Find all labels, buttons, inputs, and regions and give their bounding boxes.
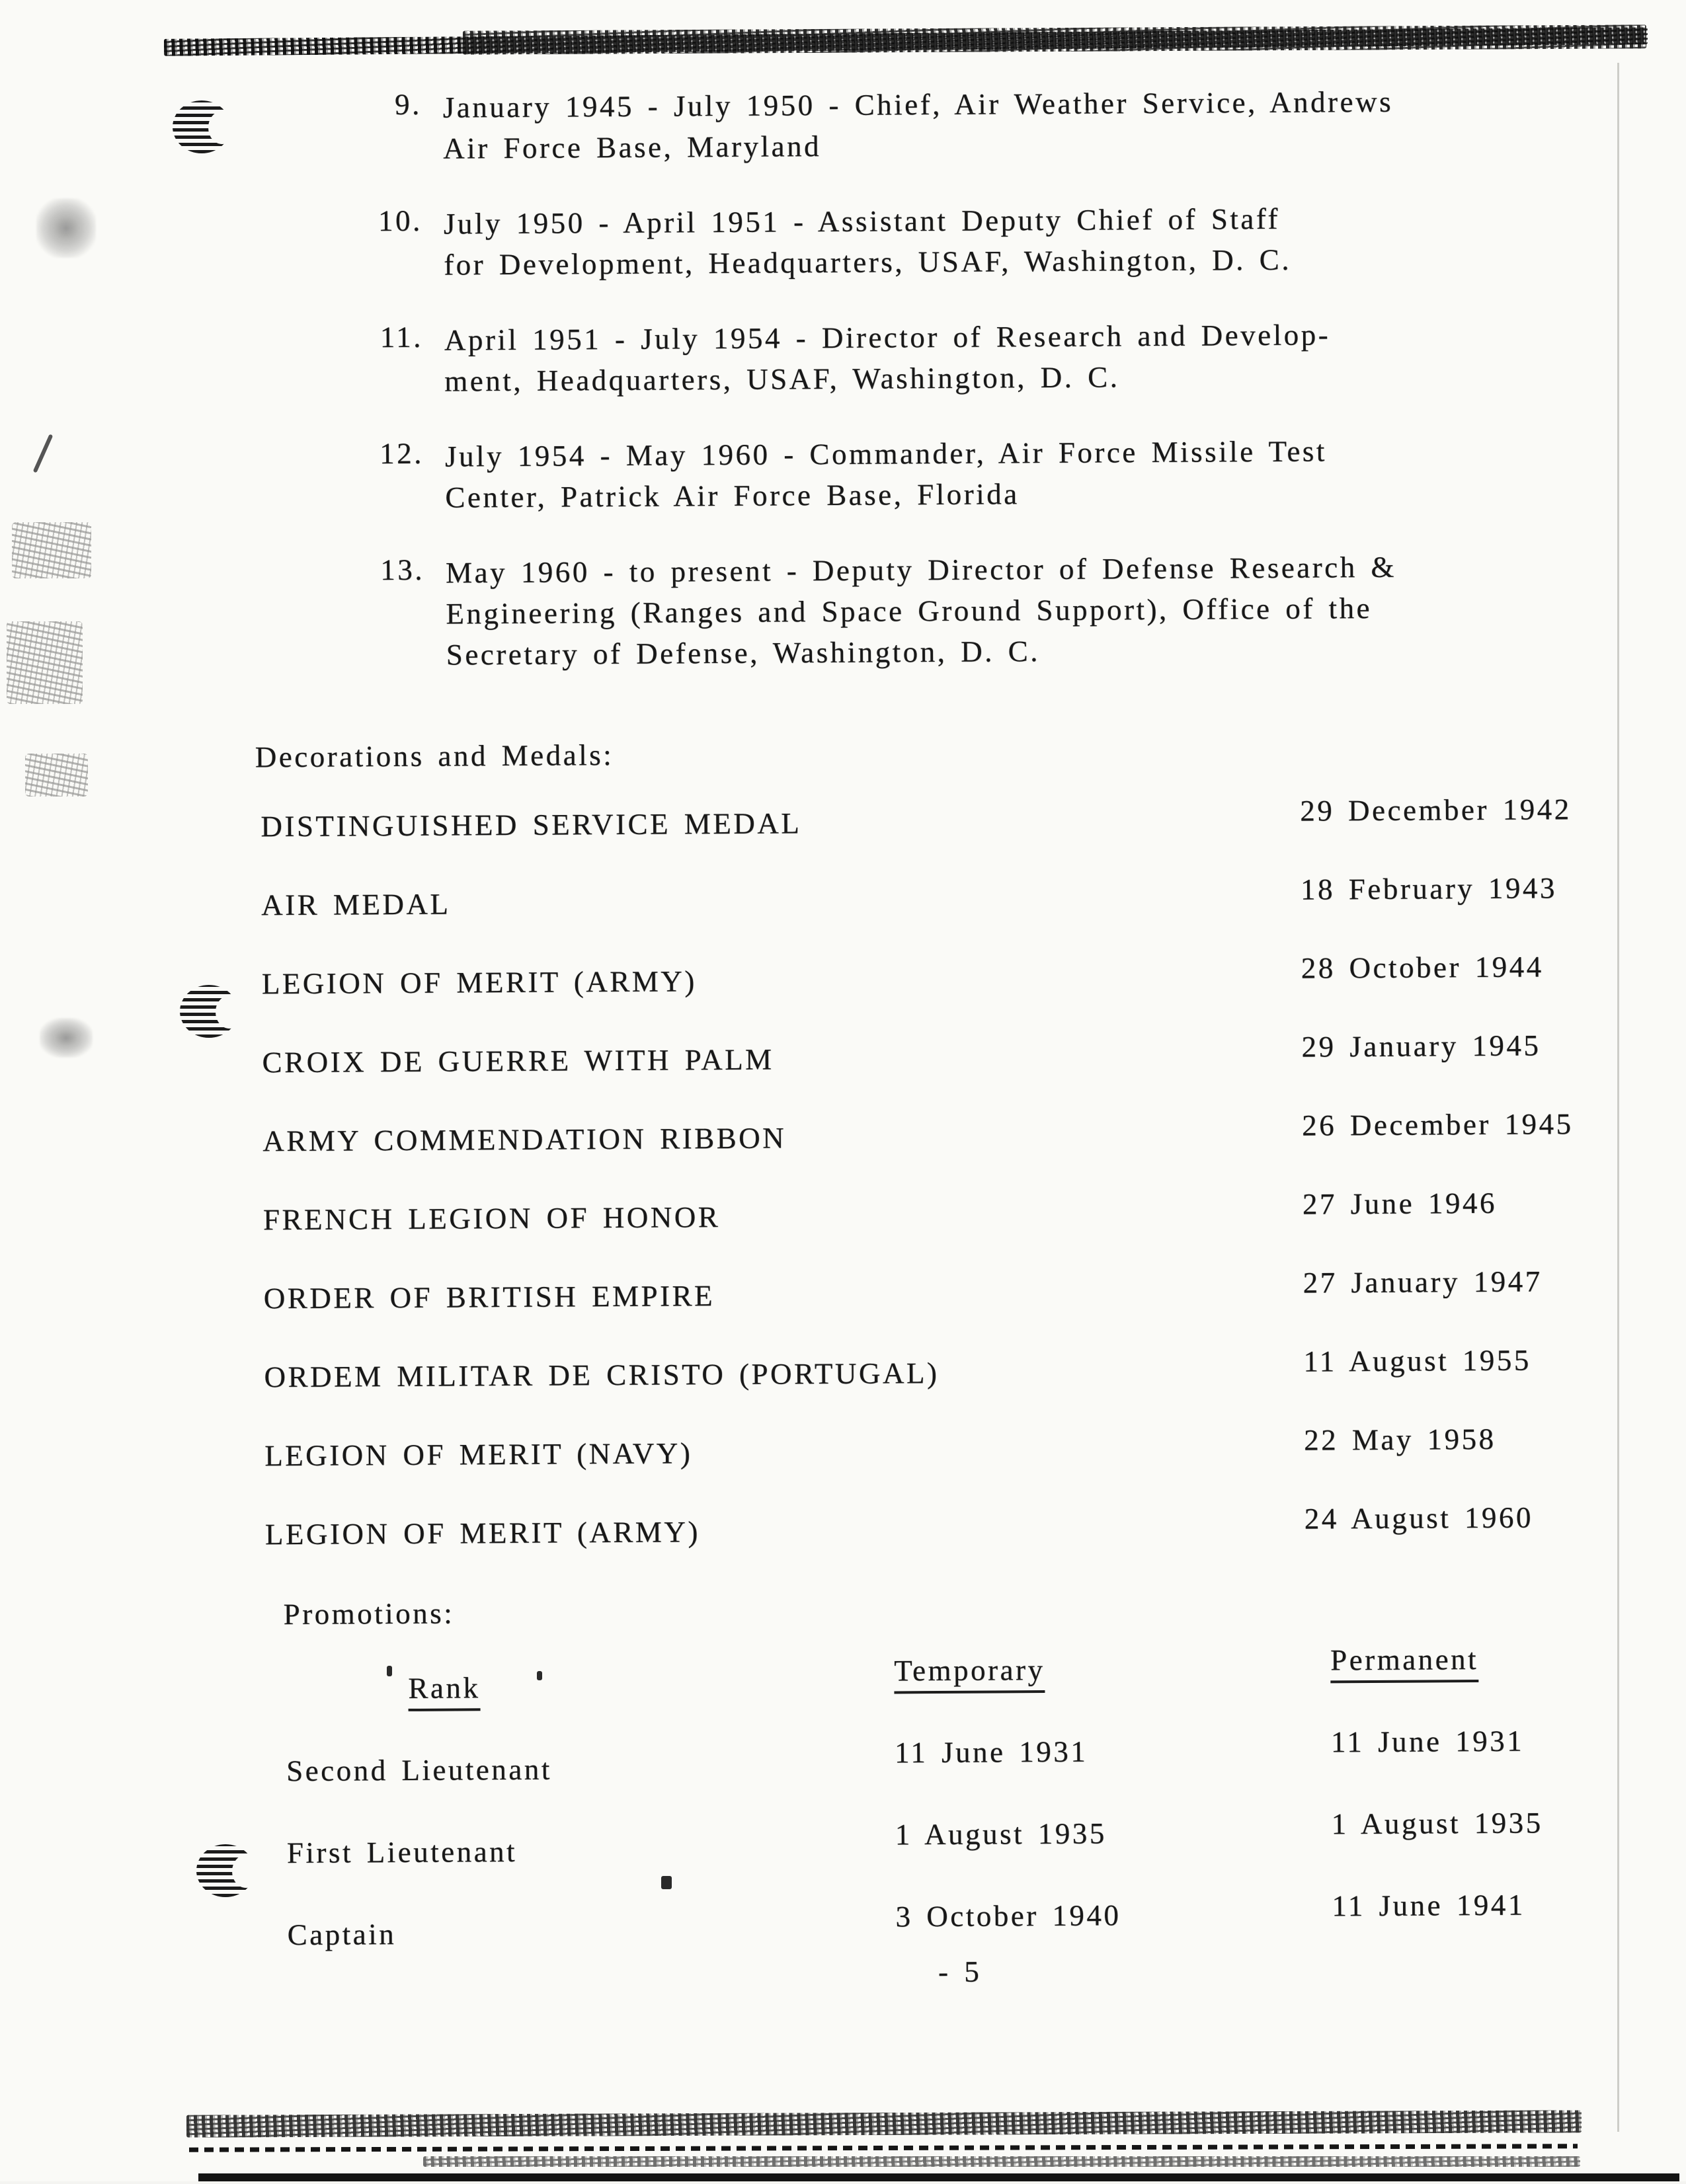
promotion-rank: Captain	[287, 1914, 895, 1952]
decoration-row	[261, 933, 1604, 1020]
promotions-header-permanent: Permanent	[1330, 1642, 1478, 1683]
assignment-number: 13.	[370, 553, 425, 676]
decoration-name: LEGION OF MERIT (NAVY)	[264, 1436, 692, 1473]
assignment-line: July 1950 - April 1951 - Assistant Deputy Chief of Staff	[444, 198, 1291, 245]
assignment-line: for Development, Headquarters, USAF, Washington, D. C.	[444, 239, 1291, 286]
decoration-name: DISTINGUISHED SERVICE MEDAL	[261, 806, 801, 843]
promotion-rank: First Lieutenant	[287, 1832, 895, 1870]
page-number: - 5	[938, 1955, 982, 1989]
decoration-row	[262, 1012, 1605, 1099]
assignment-lines	[446, 547, 1397, 676]
decoration-date: 27 June 1946	[1303, 1186, 1497, 1222]
assignment-line: January 1945 - July 1950 - Chief, Air Weather Service, Andrews	[443, 81, 1394, 128]
assignment-number: 12.	[370, 436, 424, 518]
decoration-name: ARMY COMMENDATION RIBBON	[262, 1120, 786, 1158]
decoration-name: FRENCH LEGION OF HONOR	[263, 1200, 721, 1237]
decoration-row	[262, 1091, 1605, 1177]
decoration-name: AIR MEDAL	[261, 887, 451, 923]
assignment-number: 11.	[369, 320, 424, 402]
promotion-temporary: 11 June 1931	[895, 1733, 1331, 1770]
assignment-item	[369, 313, 1599, 402]
assignment-number: 9.	[368, 87, 422, 169]
assignment-line: May 1960 - to present - Deputy Director of Defense Research &	[446, 547, 1396, 594]
decoration-date: 24 August 1960	[1305, 1501, 1533, 1536]
assignment-line: Air Force Base, Maryland	[443, 122, 1394, 169]
decoration-row	[263, 1248, 1606, 1335]
assignment-line: April 1951 - July 1954 - Director of Research and Develop-	[444, 314, 1331, 360]
assignment-lines	[444, 198, 1292, 286]
assignment-line: ment, Headquarters, USAF, Washington, D. C.	[444, 355, 1331, 401]
decoration-row	[265, 1484, 1608, 1571]
promotion-rank: Second Lieutenant	[286, 1750, 895, 1788]
decoration-row	[264, 1405, 1607, 1492]
decoration-date: 27 January 1947	[1303, 1264, 1542, 1300]
decoration-row	[264, 1327, 1607, 1413]
promotions-header-rank: Rank	[408, 1670, 480, 1711]
promotion-temporary: 3 October 1940	[895, 1896, 1332, 1933]
decorations-heading: Decorations and Medals:	[255, 738, 614, 774]
assignment-item	[368, 196, 1599, 286]
decoration-date: 26 December 1945	[1302, 1107, 1574, 1143]
decoration-row	[263, 1169, 1606, 1256]
decoration-date: 29 January 1945	[1301, 1028, 1541, 1064]
decoration-name: ORDER OF BRITISH EMPIRE	[264, 1278, 715, 1315]
assignment-lines	[445, 430, 1328, 518]
decoration-name: LEGION OF MERIT (ARMY)	[265, 1514, 700, 1551]
assignment-line: July 1954 - May 1960 - Commander, Air Force Missile Test	[445, 430, 1327, 477]
promotion-temporary: 1 August 1935	[895, 1814, 1332, 1852]
decoration-date: 11 August 1955	[1303, 1343, 1531, 1379]
assignment-line: Center, Patrick Air Force Base, Florida	[445, 471, 1327, 518]
promotion-permanent: 11 June 1941	[1332, 1887, 1686, 1923]
assignment-list	[368, 80, 1601, 710]
decoration-name: ORDEM MILITAR DE CRISTO (PORTUGAL)	[264, 1356, 939, 1394]
assignment-line: Secretary of Defense, Washington, D. C.	[446, 629, 1397, 676]
decoration-date: 18 February 1943	[1301, 871, 1557, 906]
decoration-name: CROIX DE GUERRE WITH PALM	[262, 1042, 774, 1080]
decoration-date: 22 May 1958	[1304, 1422, 1496, 1458]
decoration-date: 28 October 1944	[1301, 949, 1544, 985]
decoration-name: LEGION OF MERIT (ARMY)	[262, 964, 697, 1001]
promotions-header-temporary: Temporary	[894, 1653, 1045, 1694]
decoration-date: 29 December 1942	[1300, 792, 1572, 828]
promotion-permanent: 11 June 1931	[1331, 1723, 1686, 1759]
decoration-row	[261, 855, 1604, 941]
assignment-item	[370, 545, 1601, 676]
decoration-row	[261, 776, 1603, 863]
promotion-permanent: 1 August 1935	[1332, 1805, 1686, 1841]
assignment-line: Engineering (Ranges and Space Ground Support), Office of the	[446, 588, 1396, 635]
promotions-heading: Promotions:	[284, 1596, 455, 1632]
decoration-list	[261, 776, 1607, 1571]
assignment-lines	[444, 314, 1331, 401]
assignment-lines	[443, 81, 1394, 169]
promotions-table	[286, 1663, 1686, 2000]
assignment-item	[368, 80, 1598, 169]
assignment-number: 10.	[368, 204, 423, 286]
assignment-item	[370, 429, 1600, 518]
